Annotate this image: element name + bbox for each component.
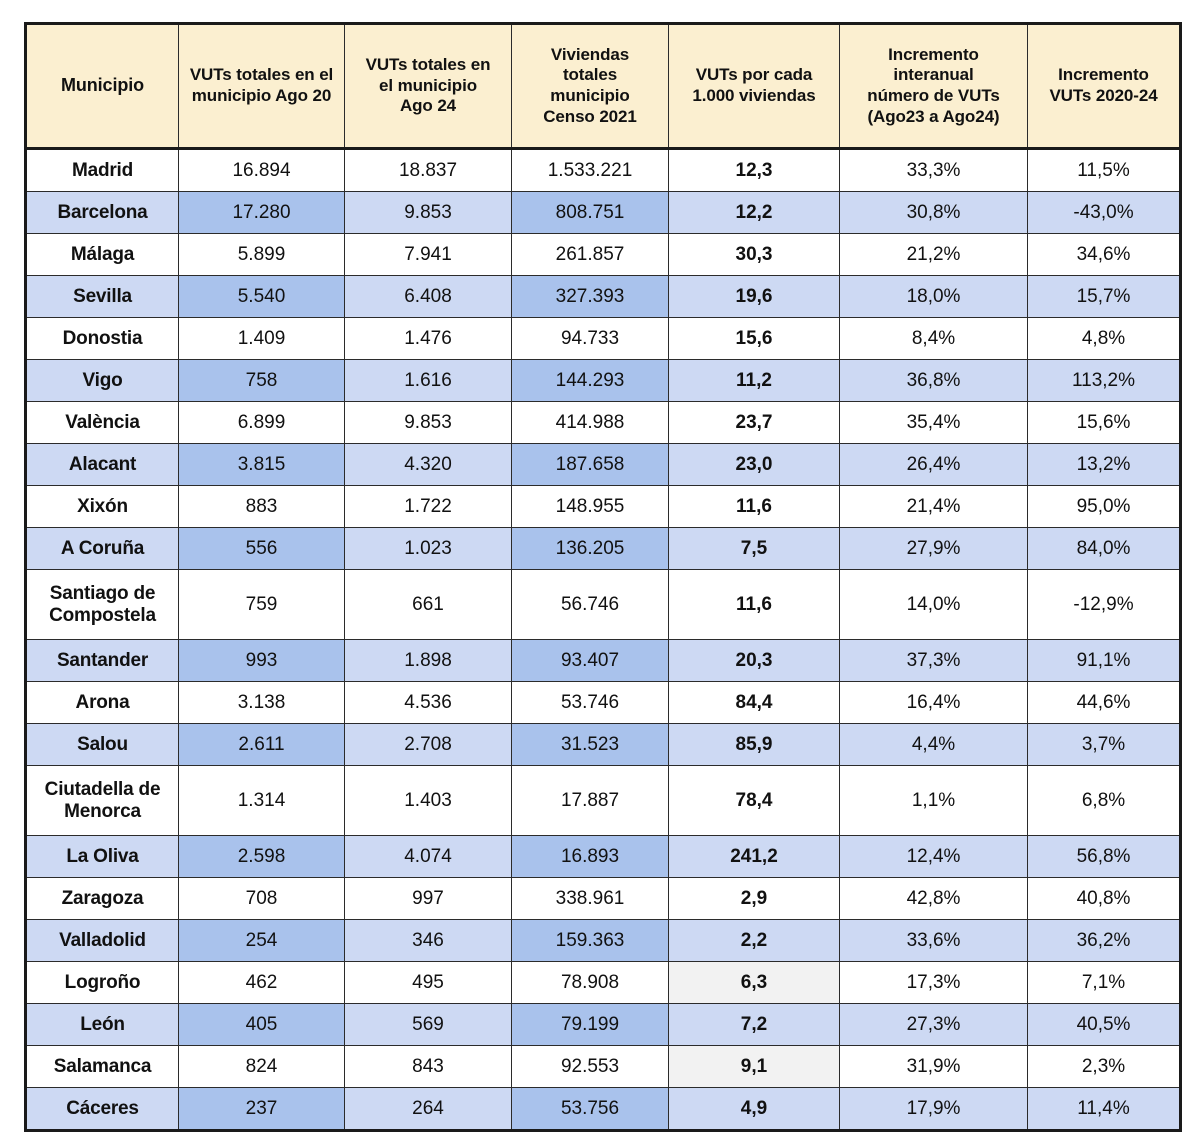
cell-incremento_2020_24: 84,0%: [1028, 528, 1181, 570]
cell-incremento_interanual: 14,0%: [840, 570, 1028, 640]
table-row: [26, 724, 1181, 766]
cell-vuts_ago20: 405: [179, 1004, 345, 1046]
cell-incremento_2020_24: 56,8%: [1028, 836, 1181, 878]
table-row: [26, 1004, 1181, 1046]
cell-viviendas: 79.199: [512, 1004, 669, 1046]
cell-vuts_ago20: 2.611: [179, 724, 345, 766]
cell-incremento_interanual: 36,8%: [840, 360, 1028, 402]
table-row: [26, 360, 1181, 402]
cell-per_1000: 12,2: [669, 192, 840, 234]
cell-viviendas: 53.756: [512, 1088, 669, 1131]
table-row: [26, 234, 1181, 276]
cell-vuts_ago24: 661: [345, 570, 512, 640]
cell-municipio: Salamanca: [26, 1046, 179, 1088]
table-row: [26, 682, 1181, 724]
column-header-line: municipio: [550, 86, 630, 105]
header-row: [26, 24, 1181, 149]
cell-vuts_ago20: 17.280: [179, 192, 345, 234]
cell-vuts_ago20: 3.815: [179, 444, 345, 486]
cell-municipio: Vigo: [26, 360, 179, 402]
column-header-viviendas-censo2021: [512, 24, 669, 149]
cell-vuts_ago20: 556: [179, 528, 345, 570]
cell-incremento_interanual: 16,4%: [840, 682, 1028, 724]
cell-per_1000: 20,3: [669, 640, 840, 682]
column-header-incremento-2020-24: [1028, 24, 1181, 149]
cell-per_1000: 78,4: [669, 766, 840, 836]
column-header-line: VUTs por cada: [695, 65, 813, 85]
cell-per_1000: 6,3: [669, 962, 840, 1004]
cell-incremento_interanual: 33,6%: [840, 920, 1028, 962]
cell-incremento_2020_24: 13,2%: [1028, 444, 1181, 486]
cell-incremento_2020_24: 4,8%: [1028, 318, 1181, 360]
table-row: [26, 1046, 1181, 1088]
cell-vuts_ago24: 9.853: [345, 192, 512, 234]
cell-vuts_ago24: 1.023: [345, 528, 512, 570]
cell-incremento_2020_24: 40,5%: [1028, 1004, 1181, 1046]
cell-incremento_interanual: 27,3%: [840, 1004, 1028, 1046]
cell-municipio: Madrid: [26, 149, 179, 192]
cell-viviendas: 148.955: [512, 486, 669, 528]
column-header-line: interanual: [893, 65, 974, 85]
cell-viviendas: 414.988: [512, 402, 669, 444]
cell-municipio: A Coruña: [26, 528, 179, 570]
cell-vuts_ago24: 18.837: [345, 149, 512, 192]
cell-per_1000: 9,1: [669, 1046, 840, 1088]
cell-municipio: Ciutadella de Menorca: [26, 766, 179, 836]
cell-vuts_ago24: 1.898: [345, 640, 512, 682]
cell-per_1000: 7,5: [669, 528, 840, 570]
table-row: [26, 486, 1181, 528]
cell-municipio: Donostia: [26, 318, 179, 360]
table-header: [26, 24, 1181, 149]
cell-municipio: Salou: [26, 724, 179, 766]
cell-viviendas: 808.751: [512, 192, 669, 234]
cell-incremento_2020_24: -43,0%: [1028, 192, 1181, 234]
cell-viviendas: 56.746: [512, 570, 669, 640]
cell-municipio: Sevilla: [26, 276, 179, 318]
cell-incremento_interanual: 27,9%: [840, 528, 1028, 570]
cell-incremento_2020_24: 15,6%: [1028, 402, 1181, 444]
cell-viviendas: 31.523: [512, 724, 669, 766]
column-header-line: el municipio: [379, 75, 477, 95]
cell-vuts_ago24: 4.074: [345, 836, 512, 878]
cell-incremento_interanual: 42,8%: [840, 878, 1028, 920]
column-header-line: Municipio: [60, 75, 145, 96]
cell-municipio: León: [26, 1004, 179, 1046]
cell-vuts_ago20: 254: [179, 920, 345, 962]
cell-per_1000: 2,9: [669, 878, 840, 920]
cell-incremento_interanual: 30,8%: [840, 192, 1028, 234]
cell-vuts_ago20: 5.540: [179, 276, 345, 318]
cell-incremento_2020_24: 2,3%: [1028, 1046, 1181, 1088]
cell-viviendas: 78.908: [512, 962, 669, 1004]
cell-incremento_2020_24: 36,2%: [1028, 920, 1181, 962]
cell-viviendas: 94.733: [512, 318, 669, 360]
table-row: [26, 878, 1181, 920]
cell-vuts_ago24: 1.722: [345, 486, 512, 528]
vut-table-container: [24, 22, 1179, 1119]
cell-vuts_ago20: 5.899: [179, 234, 345, 276]
cell-viviendas: 327.393: [512, 276, 669, 318]
cell-incremento_2020_24: 3,7%: [1028, 724, 1181, 766]
cell-per_1000: 7,2: [669, 1004, 840, 1046]
cell-per_1000: 30,3: [669, 234, 840, 276]
table-row: [26, 444, 1181, 486]
cell-vuts_ago24: 346: [345, 920, 512, 962]
table-row: [26, 836, 1181, 878]
cell-per_1000: 15,6: [669, 318, 840, 360]
cell-per_1000: 11,6: [669, 570, 840, 640]
column-header-municipio: [26, 24, 179, 149]
cell-per_1000: 85,9: [669, 724, 840, 766]
cell-incremento_interanual: 35,4%: [840, 402, 1028, 444]
cell-per_1000: 2,2: [669, 920, 840, 962]
cell-incremento_interanual: 8,4%: [840, 318, 1028, 360]
cell-vuts_ago24: 2.708: [345, 724, 512, 766]
cell-vuts_ago20: 237: [179, 1088, 345, 1131]
cell-per_1000: 12,3: [669, 149, 840, 192]
cell-municipio: Arona: [26, 682, 179, 724]
cell-viviendas: 93.407: [512, 640, 669, 682]
cell-per_1000: 19,6: [669, 276, 840, 318]
cell-municipio: Cáceres: [26, 1088, 179, 1131]
table-row: [26, 570, 1181, 640]
cell-municipio: Santiago de Compostela: [26, 570, 179, 640]
cell-per_1000: 241,2: [669, 836, 840, 878]
cell-per_1000: 11,6: [669, 486, 840, 528]
cell-incremento_2020_24: 6,8%: [1028, 766, 1181, 836]
cell-vuts_ago24: 1.616: [345, 360, 512, 402]
cell-vuts_ago24: 843: [345, 1046, 512, 1088]
cell-incremento_interanual: 26,4%: [840, 444, 1028, 486]
cell-incremento_2020_24: 95,0%: [1028, 486, 1181, 528]
cell-incremento_interanual: 17,9%: [840, 1088, 1028, 1131]
cell-vuts_ago20: 993: [179, 640, 345, 682]
table-row: [26, 962, 1181, 1004]
cell-viviendas: 16.893: [512, 836, 669, 878]
cell-vuts_ago20: 1.409: [179, 318, 345, 360]
column-header-line: (Ago23 a Ago24): [867, 106, 1000, 126]
cell-viviendas: 92.553: [512, 1046, 669, 1088]
table-row: [26, 192, 1181, 234]
cell-municipio: Logroño: [26, 962, 179, 1004]
column-header-line: VUTs 2020-24: [1049, 86, 1158, 105]
column-header-line: Incremento: [888, 44, 979, 64]
column-header-vuts-ago24: [345, 24, 512, 149]
column-header-line: Ago 24: [399, 96, 457, 116]
cell-municipio: Alacant: [26, 444, 179, 486]
vut-municipios-table: [24, 22, 1182, 1132]
column-header-incremento-interanual: [840, 24, 1028, 149]
cell-vuts_ago24: 6.408: [345, 276, 512, 318]
cell-vuts_ago20: 6.899: [179, 402, 345, 444]
cell-viviendas: 338.961: [512, 878, 669, 920]
column-header-line: totales: [562, 65, 618, 85]
table-row: [26, 920, 1181, 962]
cell-incremento_2020_24: 7,1%: [1028, 962, 1181, 1004]
column-header-line: VUTs totales en el: [189, 65, 334, 85]
column-header-line: número de VUTs: [867, 86, 1000, 105]
table-row: [26, 318, 1181, 360]
cell-vuts_ago24: 9.853: [345, 402, 512, 444]
cell-vuts_ago20: 1.314: [179, 766, 345, 836]
cell-incremento_interanual: 18,0%: [840, 276, 1028, 318]
cell-vuts_ago24: 4.536: [345, 682, 512, 724]
column-header-vuts-ago20: [179, 24, 345, 149]
cell-viviendas: 187.658: [512, 444, 669, 486]
cell-incremento_2020_24: 34,6%: [1028, 234, 1181, 276]
cell-incremento_2020_24: 11,4%: [1028, 1088, 1181, 1131]
cell-municipio: Zaragoza: [26, 878, 179, 920]
cell-viviendas: 261.857: [512, 234, 669, 276]
cell-incremento_interanual: 31,9%: [840, 1046, 1028, 1088]
cell-incremento_2020_24: 113,2%: [1028, 360, 1181, 402]
cell-municipio: Valladolid: [26, 920, 179, 962]
cell-vuts_ago24: 1.476: [345, 318, 512, 360]
column-header-line: Incremento: [1058, 65, 1149, 85]
cell-municipio: València: [26, 402, 179, 444]
cell-vuts_ago24: 997: [345, 878, 512, 920]
cell-incremento_2020_24: -12,9%: [1028, 570, 1181, 640]
cell-viviendas: 17.887: [512, 766, 669, 836]
column-header-vuts-por-cada-1000-viviendas: [669, 24, 840, 149]
cell-vuts_ago20: 2.598: [179, 836, 345, 878]
cell-vuts_ago20: 759: [179, 570, 345, 640]
cell-municipio: La Oliva: [26, 836, 179, 878]
cell-incremento_2020_24: 91,1%: [1028, 640, 1181, 682]
cell-incremento_interanual: 21,4%: [840, 486, 1028, 528]
cell-vuts_ago20: 824: [179, 1046, 345, 1088]
cell-incremento_interanual: 17,3%: [840, 962, 1028, 1004]
cell-incremento_interanual: 4,4%: [840, 724, 1028, 766]
table-row: [26, 149, 1181, 192]
cell-incremento_2020_24: 15,7%: [1028, 276, 1181, 318]
cell-viviendas: 136.205: [512, 528, 669, 570]
cell-per_1000: 11,2: [669, 360, 840, 402]
cell-vuts_ago24: 7.941: [345, 234, 512, 276]
cell-municipio: Málaga: [26, 234, 179, 276]
cell-vuts_ago20: 758: [179, 360, 345, 402]
cell-incremento_2020_24: 40,8%: [1028, 878, 1181, 920]
cell-per_1000: 23,0: [669, 444, 840, 486]
cell-viviendas: 1.533.221: [512, 149, 669, 192]
cell-vuts_ago20: 883: [179, 486, 345, 528]
column-header-line: 1.000 viviendas: [692, 86, 816, 105]
table-row: [26, 528, 1181, 570]
cell-municipio: Xixón: [26, 486, 179, 528]
cell-vuts_ago20: 708: [179, 878, 345, 920]
cell-incremento_interanual: 21,2%: [840, 234, 1028, 276]
cell-incremento_2020_24: 44,6%: [1028, 682, 1181, 724]
table-body: [26, 149, 1181, 1131]
cell-per_1000: 4,9: [669, 1088, 840, 1131]
cell-incremento_interanual: 12,4%: [840, 836, 1028, 878]
cell-vuts_ago20: 16.894: [179, 149, 345, 192]
column-header-line: Viviendas: [550, 44, 630, 64]
table-row: [26, 402, 1181, 444]
table-row: [26, 766, 1181, 836]
cell-incremento_interanual: 33,3%: [840, 149, 1028, 192]
cell-incremento_interanual: 1,1%: [840, 766, 1028, 836]
cell-vuts_ago24: 264: [345, 1088, 512, 1131]
table-row: [26, 276, 1181, 318]
cell-incremento_interanual: 37,3%: [840, 640, 1028, 682]
cell-vuts_ago24: 4.320: [345, 444, 512, 486]
cell-vuts_ago20: 462: [179, 962, 345, 1004]
cell-per_1000: 84,4: [669, 682, 840, 724]
table-row: [26, 1088, 1181, 1131]
column-header-line: Censo 2021: [543, 106, 637, 126]
cell-viviendas: 144.293: [512, 360, 669, 402]
cell-vuts_ago24: 495: [345, 962, 512, 1004]
cell-viviendas: 159.363: [512, 920, 669, 962]
cell-vuts_ago24: 569: [345, 1004, 512, 1046]
cell-viviendas: 53.746: [512, 682, 669, 724]
table-row: [26, 640, 1181, 682]
cell-municipio: Santander: [26, 640, 179, 682]
cell-municipio: Barcelona: [26, 192, 179, 234]
cell-per_1000: 23,7: [669, 402, 840, 444]
column-header-line: VUTs totales en: [365, 54, 491, 74]
cell-incremento_2020_24: 11,5%: [1028, 149, 1181, 192]
cell-vuts_ago24: 1.403: [345, 766, 512, 836]
cell-vuts_ago20: 3.138: [179, 682, 345, 724]
column-header-line: municipio Ago 20: [191, 86, 332, 105]
